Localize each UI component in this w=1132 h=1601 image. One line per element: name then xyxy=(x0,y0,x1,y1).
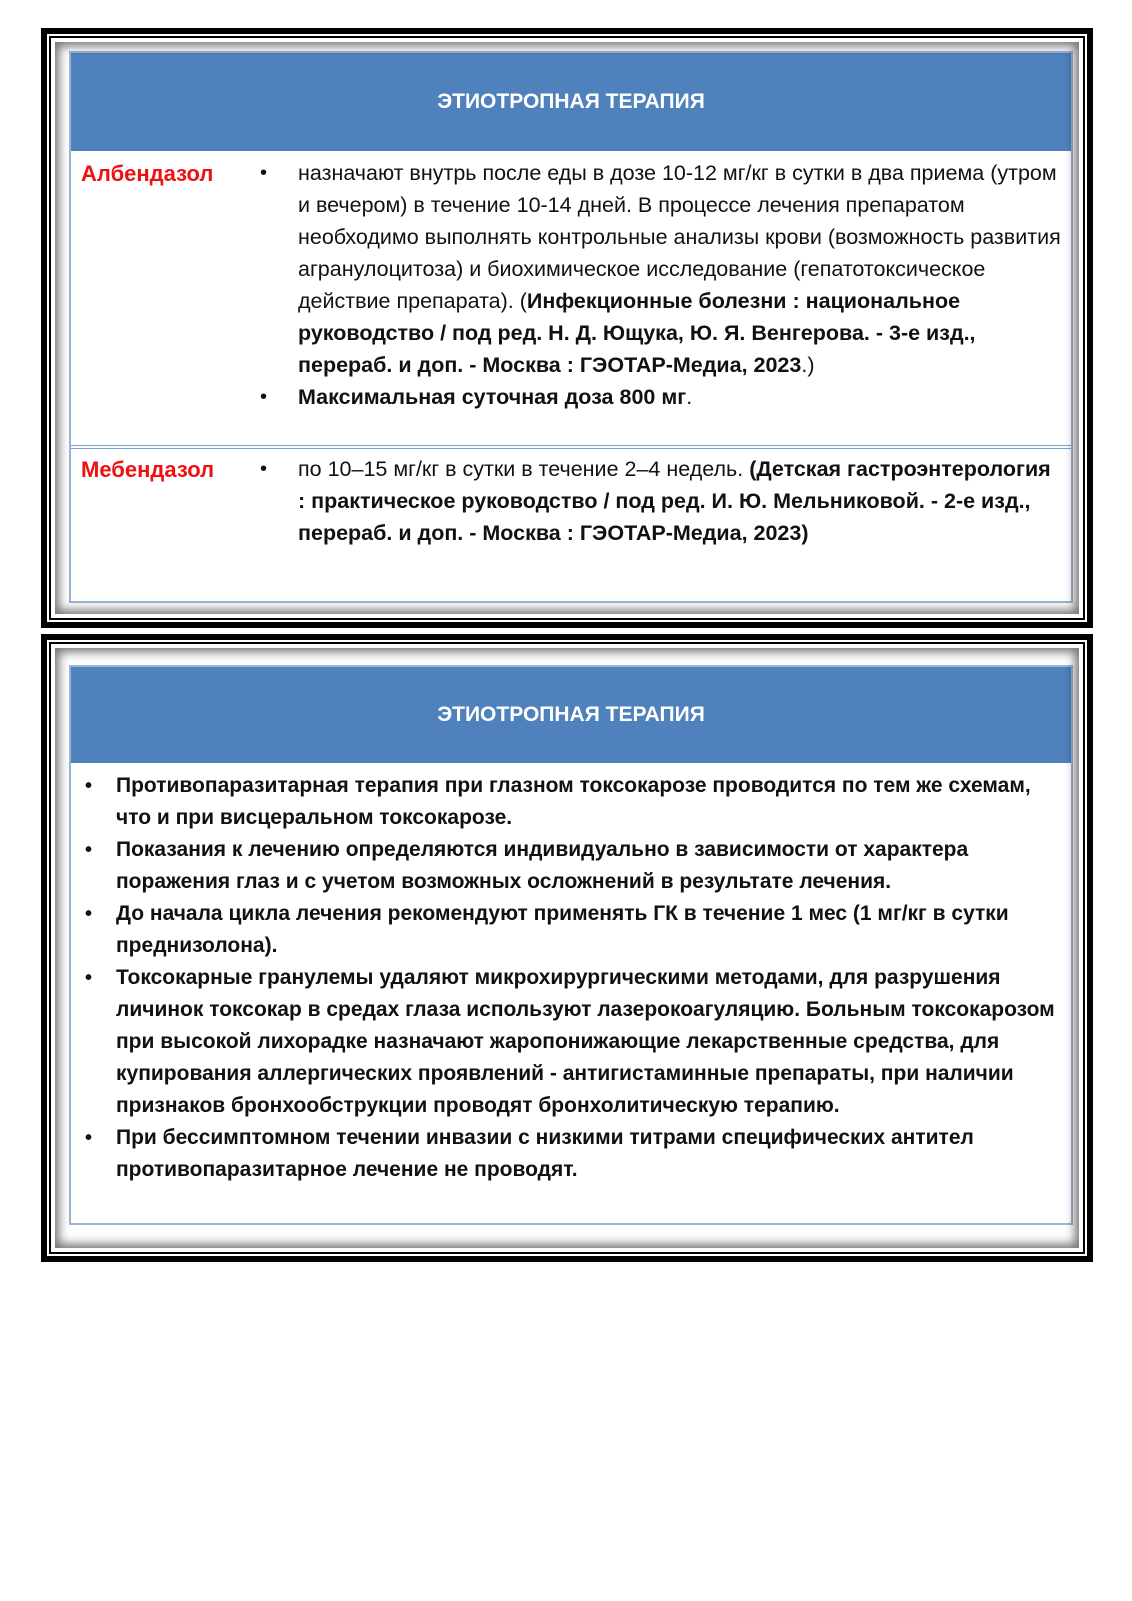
drug-row-mebendazole xyxy=(71,449,1071,549)
bullet-icon: • xyxy=(260,458,268,480)
bullet-text: Показания к лечению определяются индивидуально в зависимости от характера поражения глаз и с учетом возможных осложнений в результате лечения. xyxy=(116,838,969,893)
list-item xyxy=(256,157,1061,381)
bullet-text: Противопаразитарная терапия при глазном токсокарозе проводится по тем же схемам, что и при висцеральном токсокарозе. xyxy=(116,774,1031,829)
bullet-text: До начала цикла лечения рекомендуют применять ГК в течение 1 мес (1 мг/кг в сутки преднизолона). xyxy=(116,902,1009,957)
drug-name-albendazole: Албендазол xyxy=(81,161,214,186)
list-item xyxy=(256,381,1061,413)
albendazole-reference: Инфекционные болезни : национальное руководство / под ред. Н. Д. Ющука, Ю. Я. Венгерова. - 3-е изд., перераб. и доп. - Москва : ГЭОТАР-Медиа, 2023 xyxy=(298,289,976,377)
slide-2 xyxy=(41,634,1093,1262)
bullet-text: Токсокарные гранулемы удаляют микрохирургическими методами, для разрушения личинок токсокар в средах глаза используют лазерокоагуляцию. Больным токсокарозом при высокой лихорадке назначают жаропонижающие лекарственные средства, для купирования аллергических проявлений - антигистаминные препараты, при наличии признаков бронхообструкции проводят бронхолитическую терапию. xyxy=(116,966,1055,1117)
mebendazole-dosage-text: по 10–15 мг/кг в сутки в течение 2–4 недель. xyxy=(298,457,750,481)
list-item xyxy=(81,770,1063,834)
list-item xyxy=(81,834,1063,898)
bullet-icon: • xyxy=(85,839,93,861)
bullet-icon: • xyxy=(85,775,93,797)
albendazole-max-dose-tail: . xyxy=(686,385,693,409)
drug-name-mebendazole: Мебендазол xyxy=(81,457,215,482)
albendazole-dosage-text: назначают внутрь после еды в дозе 10-12 мг/кг в сутки в два приема (утром и вечером) в течение 10-14 дней. В процессе лечения препаратом необходимо выполнять контрольные анализы крови (возможность развития агранулоцитоза) и биохимическое исследование (гепатотоксическое действие препарата). ( xyxy=(298,161,1061,313)
table-header-title: ЭТИОТРОПНАЯ ТЕРАПИЯ xyxy=(71,53,1071,153)
albendazole-bullets xyxy=(256,153,1071,445)
bullet-icon: • xyxy=(85,903,93,925)
therapy-table-2 xyxy=(69,665,1073,1225)
ocular-toxocariasis-bullets xyxy=(71,765,1071,1186)
bullet-icon: • xyxy=(85,967,93,989)
list-item xyxy=(81,898,1063,962)
mebendazole-bullets xyxy=(256,449,1071,549)
list-item xyxy=(256,453,1061,549)
drug-row-albendazole xyxy=(71,153,1071,449)
bullet-icon: • xyxy=(85,1127,93,1149)
mebendazole-reference: (Детская гастроэнтерология : практическое руководство / под ред. И. Ю. Мельниковой. - 2-е изд., перераб. и доп. - Москва : ГЭОТАР-Медиа, 2023) xyxy=(298,457,1051,545)
list-item xyxy=(81,962,1063,1122)
list-item xyxy=(81,1122,1063,1186)
bullet-icon: • xyxy=(260,386,268,408)
albendazole-max-dose: Максимальная суточная доза 800 мг xyxy=(298,385,687,409)
albendazole-reference-tail: .) xyxy=(801,353,815,377)
bullet-text: При бессимптомном течении инвазии с низкими титрами специфических антител противопаразитарное лечение не проводят. xyxy=(116,1126,974,1181)
bullet-icon: • xyxy=(260,162,268,184)
table-header-title: ЭТИОТРОПНАЯ ТЕРАПИЯ xyxy=(71,667,1071,765)
therapy-table-1 xyxy=(69,51,1073,603)
slide-1 xyxy=(41,28,1093,628)
